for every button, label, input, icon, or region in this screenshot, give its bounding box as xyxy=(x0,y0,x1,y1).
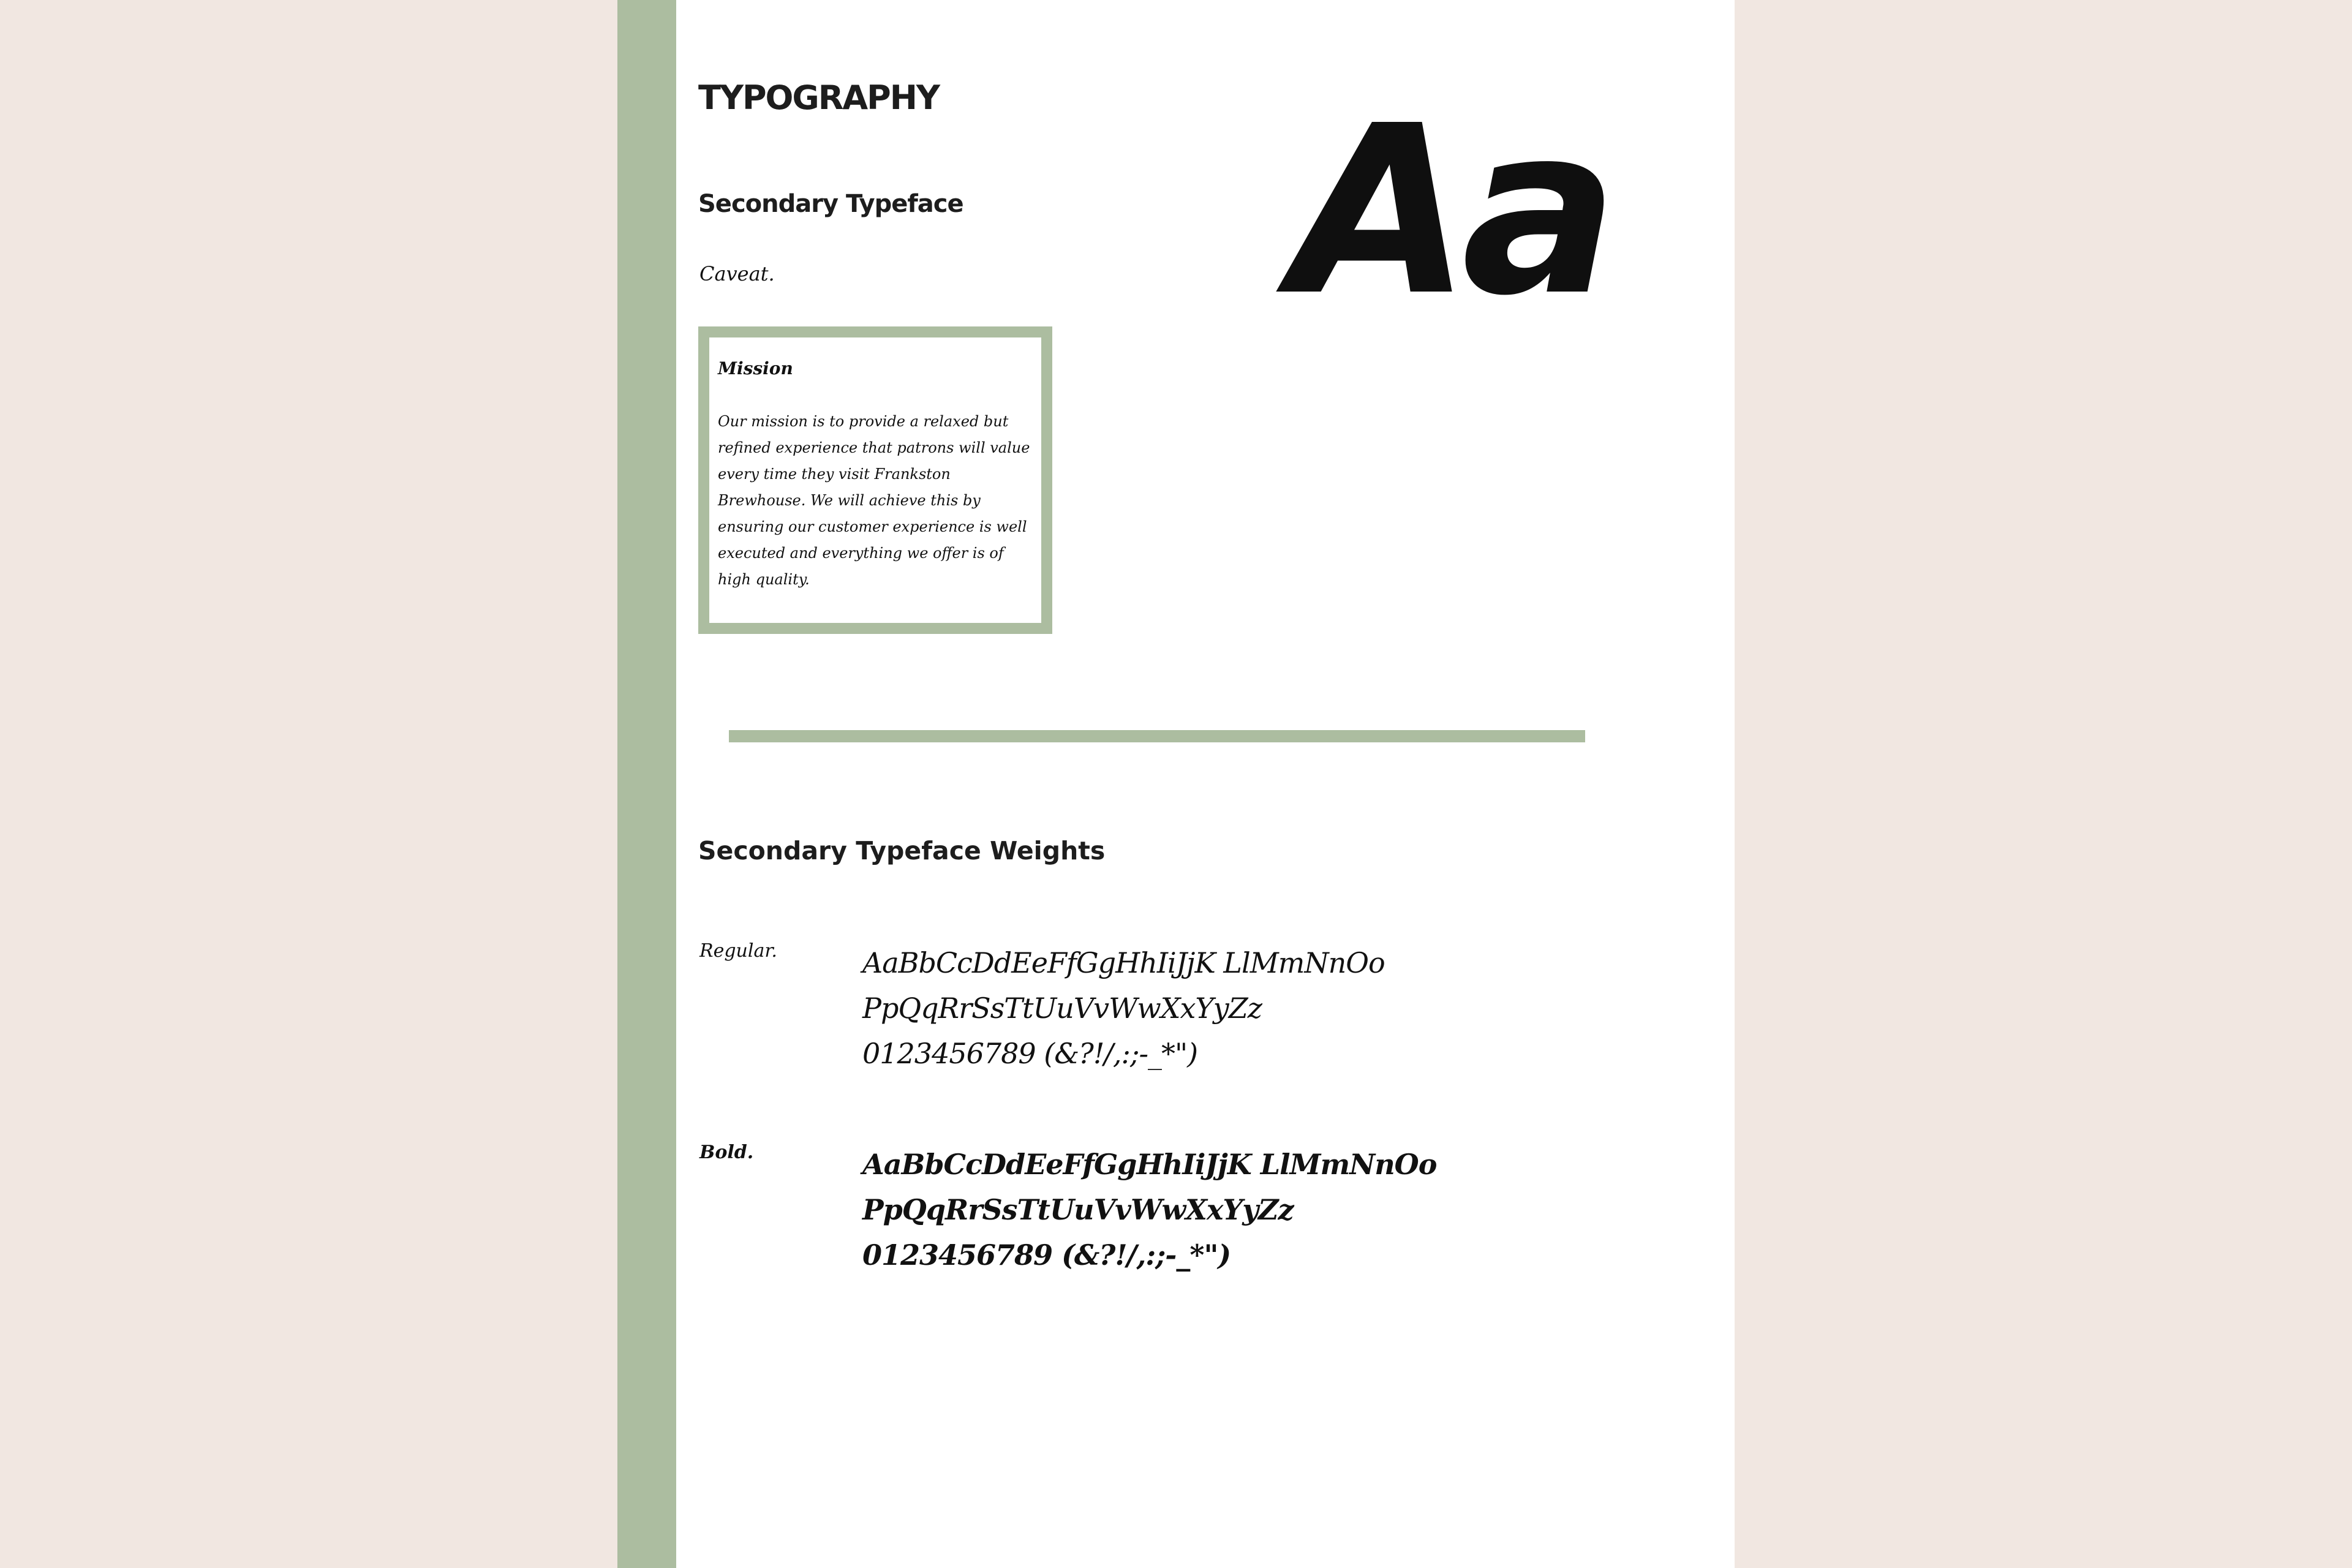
typography-page xyxy=(617,0,1735,1568)
weight-sample-line: PpQqRrSsTtUuVvWwXxYyZz xyxy=(862,992,1262,1025)
mission-sample-box xyxy=(698,326,1052,634)
weight-sample-line: 0123456789 (&?!/,:;-_*") xyxy=(862,1238,1231,1272)
section-divider xyxy=(729,730,1585,742)
weight-sample-line: 0123456789 (&?!/,:;-_*") xyxy=(862,1037,1198,1070)
typeface-weights-heading: Secondary Typeface Weights xyxy=(698,836,1106,865)
page-title: TYPOGRAPHY xyxy=(698,78,939,117)
weight-label-bold: Bold. xyxy=(699,1142,754,1163)
weight-sample-regular xyxy=(862,940,1385,1076)
weight-sample-line: PpQqRrSsTtUuVvWwXxYyZz xyxy=(862,1193,1294,1226)
secondary-typeface-heading: Secondary Typeface xyxy=(698,190,963,218)
mission-title: Mission xyxy=(718,358,793,379)
weight-sample-bold xyxy=(862,1142,1436,1278)
font-name: Caveat. xyxy=(699,262,775,285)
mission-body-text: Our mission is to provide a relaxed but refined experience that patrons will value every time they visit Frankston Brewhouse. We will achieve this by ensuring our customer experience is well executed and everything we offer is of high quality. xyxy=(718,413,1030,588)
left-accent-stripe xyxy=(617,0,676,1568)
weight-label-regular: Regular. xyxy=(699,940,777,962)
glyph-display: Aa xyxy=(1291,75,1609,347)
weight-sample-line: AaBbCcDdEeFfGgHhIiJjK LlMmNnOo xyxy=(862,946,1385,979)
weight-sample-line: AaBbCcDdEeFfGgHhIiJjK LlMmNnOo xyxy=(862,1148,1437,1181)
